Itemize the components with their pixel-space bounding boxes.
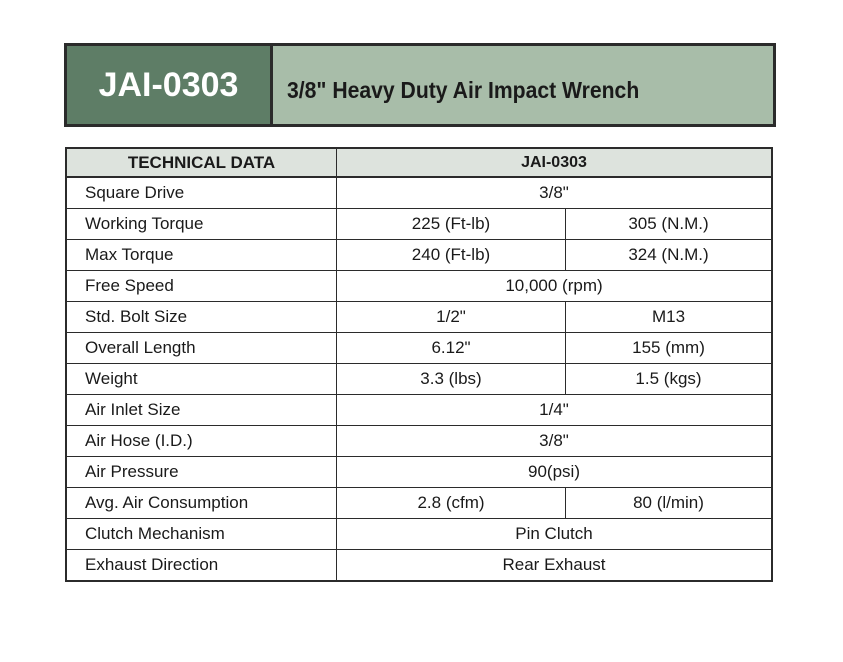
spec-value-metric: 1.5 (kgs) <box>566 364 773 395</box>
spec-label: Std. Bolt Size <box>66 302 337 333</box>
spec-value-imperial: 240 (Ft-lb) <box>337 240 566 271</box>
table-row <box>66 395 772 426</box>
table-row <box>66 457 772 488</box>
technical-data-table <box>65 147 773 582</box>
table-row <box>66 550 772 582</box>
spec-label: Avg. Air Consumption <box>66 488 337 519</box>
title-banner <box>273 46 773 124</box>
product-title: 3/8" Heavy Duty Air Impact Wrench <box>287 76 640 103</box>
spec-label: Clutch Mechanism <box>66 519 337 550</box>
spec-value-metric: 155 (mm) <box>566 333 773 364</box>
table-row <box>66 333 772 364</box>
technical-data-header: TECHNICAL DATA <box>66 148 337 177</box>
spec-label: Air Pressure <box>66 457 337 488</box>
table-header-row <box>66 148 772 177</box>
spec-value: 3/8" <box>337 177 773 209</box>
table-row <box>66 519 772 550</box>
spec-value: 1/4" <box>337 395 773 426</box>
spec-label: Weight <box>66 364 337 395</box>
table-row <box>66 240 772 271</box>
spec-value-imperial: 1/2" <box>337 302 566 333</box>
spec-label: Max Torque <box>66 240 337 271</box>
spec-label: Overall Length <box>66 333 337 364</box>
spec-label: Free Speed <box>66 271 337 302</box>
table-row <box>66 302 772 333</box>
spec-value-metric: 324 (N.M.) <box>566 240 773 271</box>
spec-label: Air Hose (I.D.) <box>66 426 337 457</box>
table-row <box>66 488 772 519</box>
spec-value-imperial: 225 (Ft-lb) <box>337 209 566 240</box>
table-row <box>66 271 772 302</box>
model-badge <box>67 46 273 124</box>
spec-label: Square Drive <box>66 177 337 209</box>
spec-value-imperial: 3.3 (lbs) <box>337 364 566 395</box>
spec-value-metric: 305 (N.M.) <box>566 209 773 240</box>
table-body <box>66 177 772 581</box>
table-row <box>66 364 772 395</box>
spec-value: 90(psi) <box>337 457 773 488</box>
model-number: JAI-0303 <box>98 65 239 104</box>
spec-value: Rear Exhaust <box>337 550 773 582</box>
spec-value-metric: M13 <box>566 302 773 333</box>
product-header <box>64 43 776 127</box>
spec-label: Working Torque <box>66 209 337 240</box>
table-row <box>66 177 772 209</box>
spec-value-imperial: 6.12" <box>337 333 566 364</box>
spec-value: Pin Clutch <box>337 519 773 550</box>
spec-label: Exhaust Direction <box>66 550 337 582</box>
spec-value: 10,000 (rpm) <box>337 271 773 302</box>
model-column-header: JAI-0303 <box>337 148 773 177</box>
spec-label: Air Inlet Size <box>66 395 337 426</box>
spec-value-metric: 80 (l/min) <box>566 488 773 519</box>
table-row <box>66 209 772 240</box>
table-row <box>66 426 772 457</box>
spec-value: 3/8" <box>337 426 773 457</box>
spec-value-imperial: 2.8 (cfm) <box>337 488 566 519</box>
